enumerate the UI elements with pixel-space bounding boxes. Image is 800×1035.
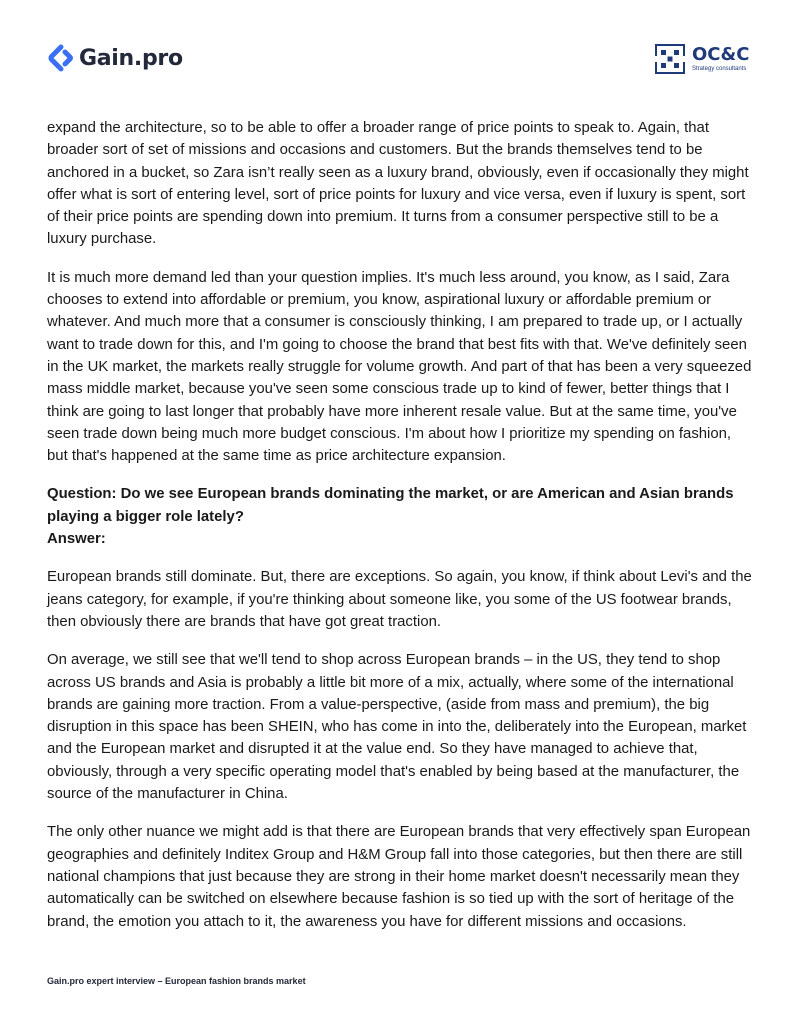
occ-logo (655, 44, 749, 74)
answer-label: Answer: (47, 531, 106, 548)
paragraph: The only other nuance we might add is that there are European brands that very effectively span European geographies and definitely Inditex Group and H&M Group fall into those categories, but then there are still national champions that just because they are strong in their home market doesn't necessarily mean they automatically can be switched on elsewhere because fashion is so tied up with the sort of heritage of the brand, the emotion you attach to it, the awareness you have for different missions and occasions. (47, 824, 751, 930)
paragraph: On average, we still see that we'll tend to shop across European brands – in the US, they tend to shop across US brands and Asia is probably a little bit more of a mix, actually, where some of the international brands are gaining more traction. From a value-perspective, (aside from mass and premium), the big disruption in this space has been SHEIN, who has come in into the, deliberately into the European, market and the European market and disrupted it at the value end. So they have managed to achieve that, obviously, through a very specific operating model that's enabled by being based at the manufacturer, the source of the manufacturer in China. (47, 652, 747, 803)
document-body (47, 117, 753, 949)
gain-pro-logo (46, 44, 183, 72)
occ-wordmark: OC&C (692, 43, 750, 65)
gain-pro-logo-icon (46, 44, 74, 72)
page-header (0, 0, 800, 100)
page-footer: Gain.pro expert interview – European fashion brands market (47, 976, 306, 986)
occ-tagline: Strategy consultants (692, 65, 747, 72)
paragraph: European brands still dominate. But, there are exceptions. So again, you know, if think about Levi's and the jeans category, for example, if you're thinking about someone like, you some of the US footwear brands, then obviously there are brands that have got great traction. (47, 569, 752, 630)
question-text: Question: Do we see European brands dominating the market, or are American and Asian brands playing a bigger role lately? (47, 486, 734, 525)
question-block (47, 483, 753, 550)
paragraph: It is much more demand led than your question implies. It's much less around, you know, as I said, Zara chooses to extend into affordable or premium, you know, aspirational luxury or affordable premium or whatever. And much more that a consumer is consciously thinking, I am prepared to trade up, or I actually want to trade down for this, and I'm going to choose the brand that best fits with that. We've definitely seen in the UK market, the markets really struggle for volume growth. And part of that has been a very squeezed mass middle market, because you've seen some conscious trade up to kind of fewer, better things that I think are going to last longer that probably have more inherent resale value. But at the same time, you've seen trade down being much more budget conscious. I'm about how I prioritize my spending on fashion, but that's happened at the same time as price architecture expansion. (47, 269, 752, 465)
occ-grid-logo-icon (655, 44, 685, 74)
gain-pro-wordmark: Gain.pro (79, 45, 183, 71)
paragraph: expand the architecture, so to be able to offer a broader range of price points to speak to. Again, that broader sort of set of missions and occasions and customers. But the brands themselves tend to be anchored in a bucket, so Zara isn’t really seen as a luxury brand, obviously, even if occasionally they might offer what is sort of entering level, sort of price points for luxury and vice versa, even if luxury is spent, sort of their price points are spending down into premium. It turns from a consumer perspective still to be a luxury purchase. (47, 120, 749, 248)
